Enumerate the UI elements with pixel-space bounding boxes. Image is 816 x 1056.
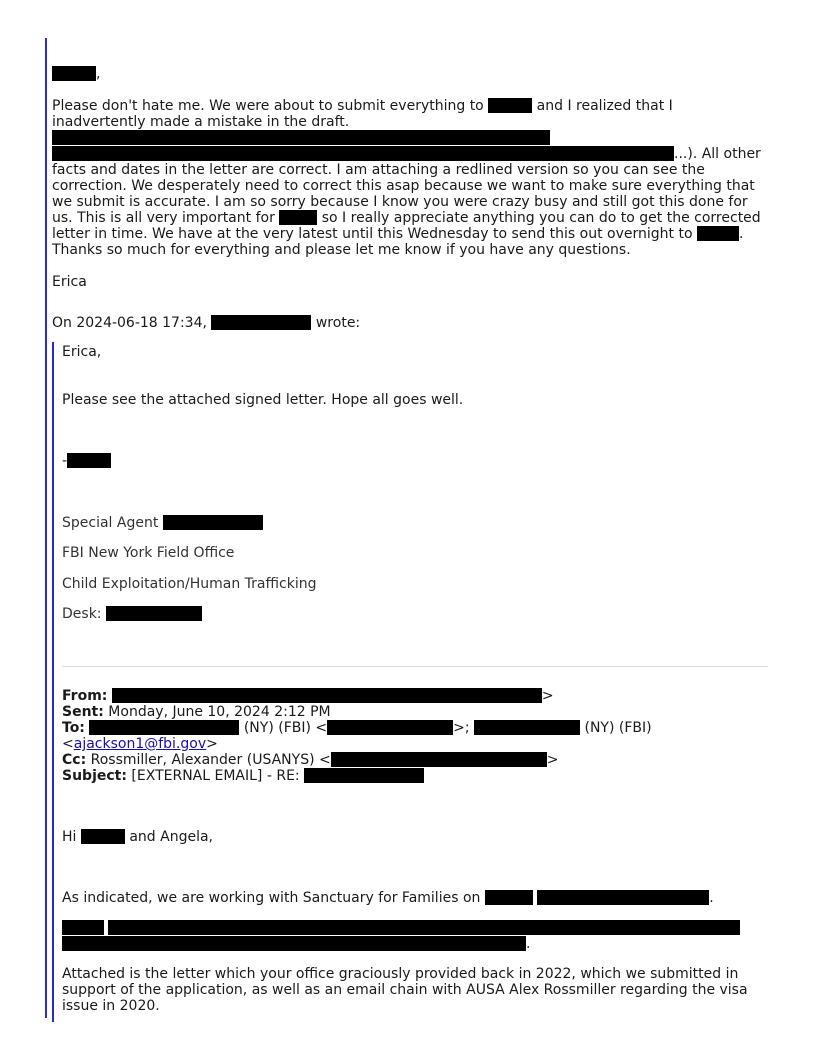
outer-quote-bar <box>45 38 47 1018</box>
forward-paragraph-2: . <box>62 920 752 952</box>
redaction-block <box>52 130 550 145</box>
forward-paragraph-1: As indicated, we are working with Sanctuary for Families on . <box>62 890 714 906</box>
redaction-block <box>62 920 104 935</box>
reply-body <box>52 66 764 290</box>
cc-line: Cc: Rossmiller, Alexander (USANYS) < > <box>62 752 559 768</box>
forward-header <box>62 688 768 784</box>
redaction-block <box>697 226 739 241</box>
redaction-block <box>52 66 96 81</box>
divider <box>62 666 768 667</box>
redaction-block <box>52 146 674 161</box>
signature: Erica <box>52 274 87 290</box>
redaction-block <box>112 688 542 703</box>
forward-paragraph-3: Attached is the letter which your office graciously provided back in 2022, which we submitted in support of the application, as well as an email chain with AUSA Alex Rossmiller regarding the visa issue in 2020. <box>62 966 748 1014</box>
redaction-block <box>488 98 532 113</box>
agent-office: FBI New York Field Office <box>62 545 235 561</box>
redaction-block <box>89 720 239 735</box>
redaction-block <box>163 515 263 530</box>
redaction-block <box>304 768 424 783</box>
agent-unit: Child Exploitation/Human Trafficking <box>62 576 317 592</box>
greeting: , <box>52 66 764 82</box>
subject-line: Subject: [EXTERNAL EMAIL] - RE: <box>62 768 768 784</box>
redaction-block <box>279 210 317 225</box>
agent-desk: Desk: <box>62 606 202 622</box>
redaction-block <box>485 890 533 905</box>
redaction-block <box>327 720 453 735</box>
redaction-block <box>106 606 202 621</box>
redaction-block <box>211 315 311 330</box>
quoted-message <box>52 342 768 1022</box>
redaction-block <box>537 890 709 905</box>
redaction-block <box>474 720 580 735</box>
redaction-block <box>67 453 111 468</box>
email-link[interactable]: ajackson1@fbi.gov <box>73 736 207 752</box>
redaction-block <box>62 936 526 951</box>
quoted-header: On 2024-06-18 17:34, wrote: <box>52 315 361 331</box>
agent-title: Special Agent <box>62 515 263 531</box>
quoted-greeting: Erica, <box>62 344 102 360</box>
reply-paragraph: Please don't hate me. We were about to submit everything to and I realized that I inadvertently made a mistake in the draft. ...). All other facts and dates in the letter are correct. I am attaching a redlined version so you can see the correction. We desperately need to correct this asap because we want to make sure everything that we submit is accurate. I am so sorry because I know you were crazy busy and still got this done for us. This is all very important for so I really appreciate anything you can do to get the corrected letter in time. We have at the very latest until this Wednesday to send this out overnight to . Thanks so much for everything and please let me know if you have any questions. <box>52 98 761 258</box>
forward-greeting: Hi and Angela, <box>62 829 213 845</box>
to-line: To: (NY) (FBI) < >; (NY) (FBI) <box>62 720 652 736</box>
sent-line: Sent: Monday, June 10, 2024 2:12 PM <box>62 704 331 720</box>
to-email-line: <ajackson1@fbi.gov> <box>62 736 218 752</box>
quoted-sign-off: - <box>62 453 111 469</box>
from-line: From: > <box>62 688 554 704</box>
redaction-block <box>331 752 547 767</box>
redaction-block <box>81 829 125 844</box>
redaction-block <box>108 920 740 935</box>
quoted-body: Please see the attached signed letter. Hope all goes well. <box>62 392 464 408</box>
